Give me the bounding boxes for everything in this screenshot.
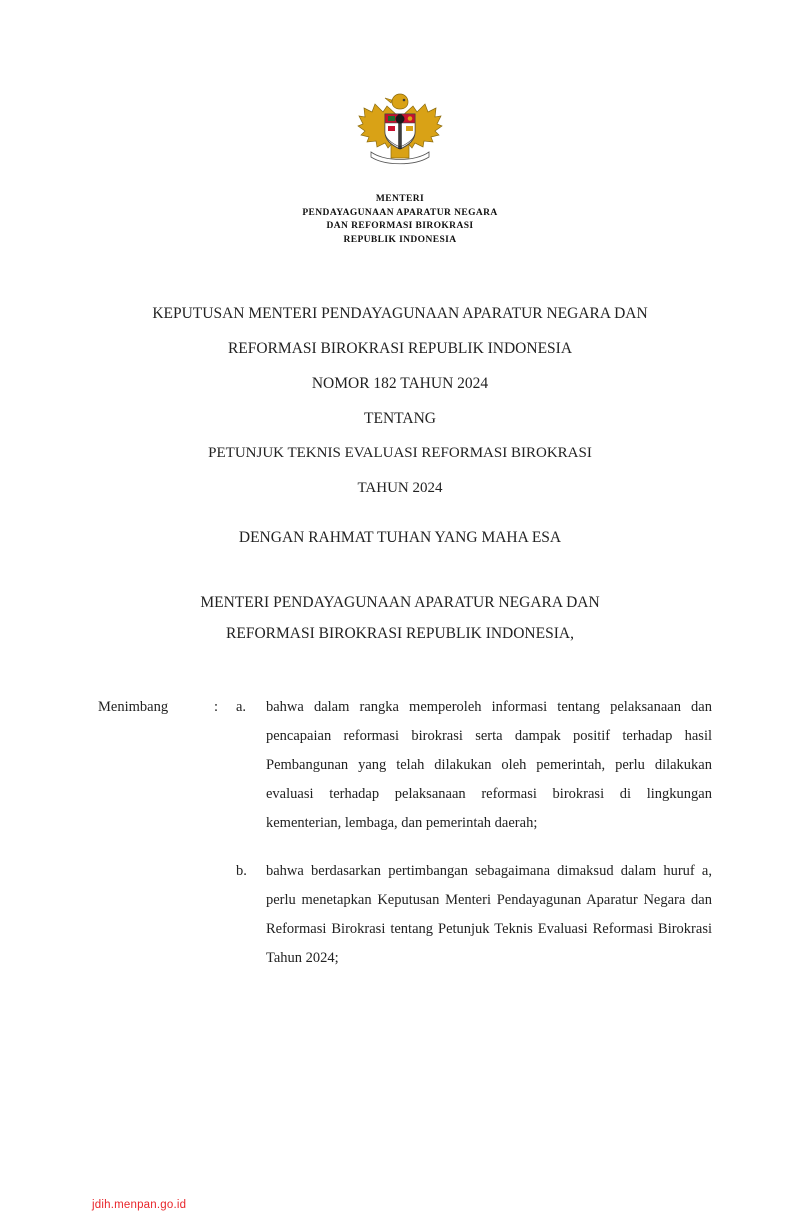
subject-line-2: TAHUN 2024 (357, 480, 443, 496)
authority-line-1: MENTERI PENDAYAGUNAAN APARATUR NEGARA DAN (200, 594, 600, 611)
ministry-line-1: MENTERI (375, 194, 425, 204)
title-line-2: REFORMASI BIROKRASI REPUBLIK INDONESIA (227, 340, 573, 357)
considering-section (98, 693, 712, 973)
ministry-heading (0, 193, 800, 247)
considering-marker-b: b. (236, 863, 247, 879)
issuing-authority (100, 587, 700, 649)
considering-marker-a: a. (236, 699, 247, 715)
considering-text-b: bahwa berdasarkan pertimbangan sebagaimana dimaksud dalam huruf a, perlu menetapkan Keputusan Menteri Pendayagunan Aparatur Negara dan Reformasi Birokrasi tentang Petunjuk Teknis Evaluasi Reformasi Birokrasi Tahun 2024; (266, 863, 712, 966)
emblem-container (0, 86, 800, 168)
garuda-pancasila-emblem (357, 86, 443, 168)
document-title-block (100, 296, 700, 506)
considering-label: Menimbang (98, 699, 169, 715)
decree-number: NOMOR 182 TAHUN 2024 (311, 375, 489, 392)
subject-line-1: PETUNJUK TEKNIS EVALUASI REFORMASI BIROKRASI (208, 445, 592, 461)
blessing-text: DENGAN RAHMAT TUHAN YANG MAHA ESA (238, 529, 562, 546)
ministry-line-2: PENDAYAGUNAAN APARATUR NEGARA (302, 207, 498, 218)
considering-text-a: bahwa dalam rangka memperoleh informasi tentang pelaksanaan dan pencapaian reformasi birokrasi serta dampak positif terhadap hasil Pembangunan yang telah dilakukan oleh pemerintah, perlu dilakukan evaluasi terhadap pelaksanaan reformasi birokrasi di lingkungan kementerian, lembaga, dan pemerintah daerah; (266, 699, 712, 831)
title-line-1: KEPUTUSAN MENTERI PENDAYAGUNAAN APARATUR NEGARA DAN (152, 305, 648, 322)
considering-item-a (98, 693, 712, 838)
authority-line-2: REFORMASI BIROKRASI REPUBLIK INDONESIA, (226, 625, 574, 642)
ministry-line-3: DAN REFORMASI BIROKRASI (326, 221, 474, 231)
considering-colon: : (214, 699, 219, 715)
footer-watermark: jdih.menpan.go.id (92, 1199, 187, 1211)
considering-item-b (98, 857, 712, 973)
about-label: TENTANG (364, 410, 436, 427)
ministry-line-4: REPUBLIK INDONESIA (343, 234, 457, 245)
